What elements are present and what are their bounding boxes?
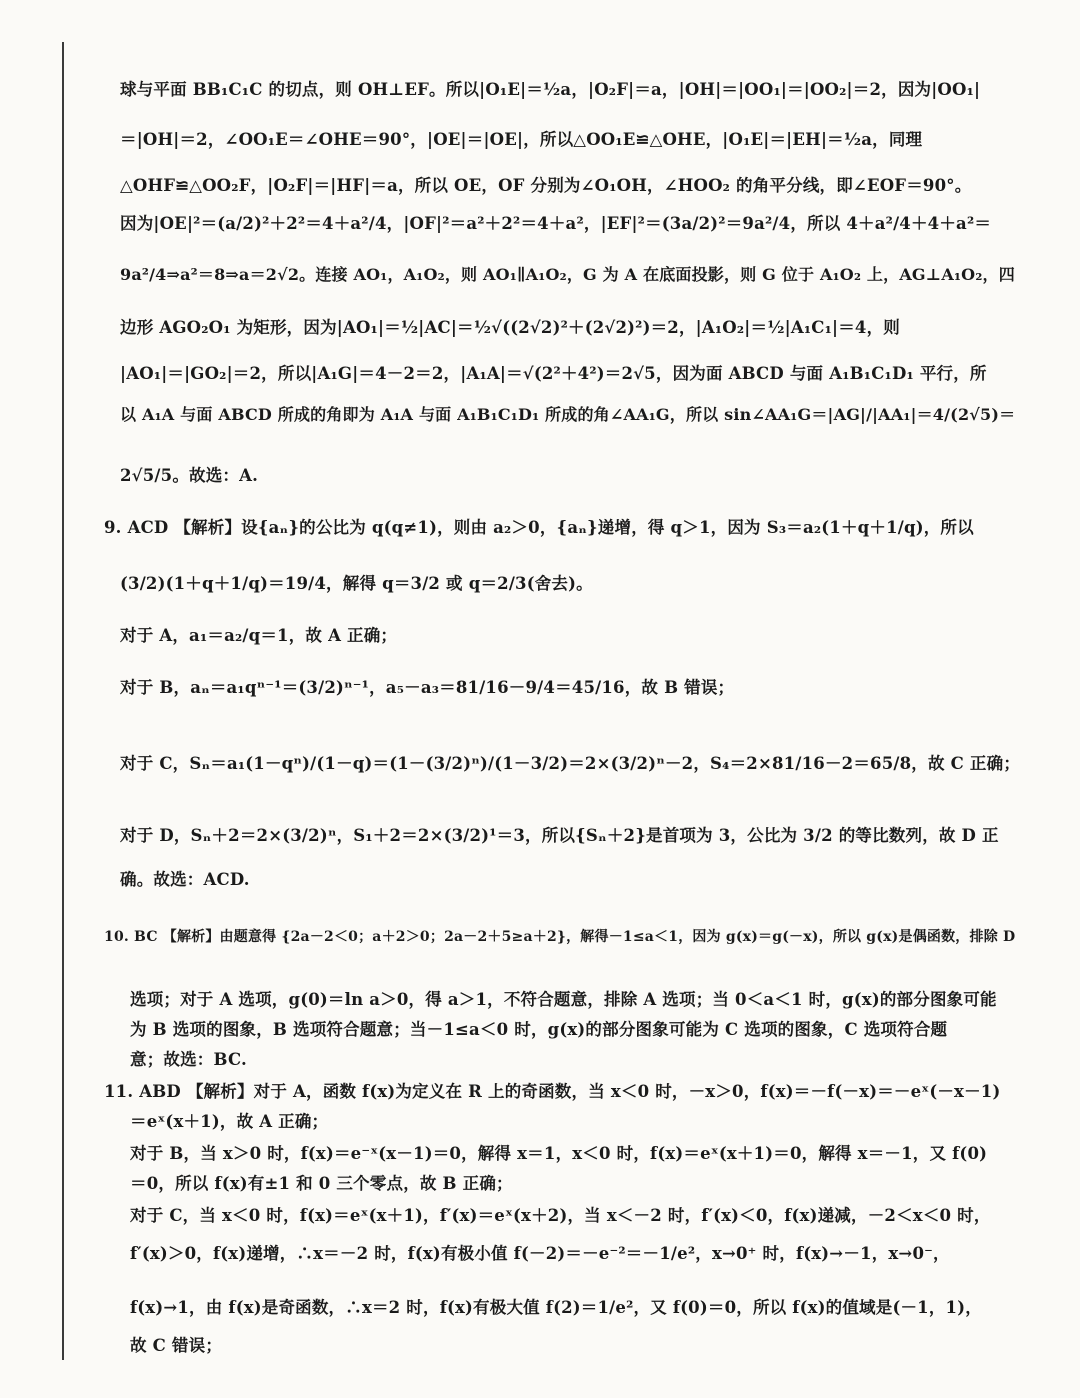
problem-10-heading: 10. BC 【解析】由题意得 {2a－2＜0；a＋2＞0；2a－2＋5≥a＋2}，解得－1≤a＜1，因为 g(x)＝g(－x)，所以 g(x)是偶函数，排除 D [104, 929, 1016, 945]
text-line: △OHF≌△OO₂F，|O₂F|＝|HF|＝a，所以 OE，OF 分别为∠O₁OH，∠HOO₂ 的角平分线，即∠EOF＝90°。 [120, 176, 972, 195]
text-line: 意；故选：BC. [130, 1050, 247, 1069]
text-line: 选项；对于 A 选项，g(0)＝ln a＞0，得 a＞1，不符合题意，排除 A 选项；当 0＜a＜1 时，g(x)的部分图象可能 [130, 990, 997, 1009]
text-line: (3/2)(1＋q＋1/q)＝19/4，解得 q＝3/2 或 q＝2/3(舍去)。 [120, 574, 593, 593]
text-line: 对于 C，Sₙ＝a₁(1－qⁿ)/(1－q)＝(1－(3/2)ⁿ)/(1－3/2)＝2×(3/2)ⁿ－2，S₄＝2×81/16－2＝65/8，故 C 正确； [120, 754, 1021, 773]
text-line: ＝|OH|＝2，∠OO₁E＝∠OHE＝90°，|OE|＝|OE|，所以△OO₁E≌△OHE，|O₁E|＝|EH|＝½a，同理 [120, 130, 923, 149]
text-line: 对于 B，当 x＞0 时，f(x)＝e⁻ˣ(x－1)＝0，解得 x＝1，x＜0 时，f(x)＝eˣ(x＋1)＝0，解得 x＝－1，又 f(0) [130, 1144, 988, 1163]
text-line: |AO₁|＝|GO₂|＝2，所以|A₁G|＝4－2＝2，|A₁A|＝√(2²＋4²)＝2√5，因为面 ABCD 与面 A₁B₁C₁D₁ 平行，所 [120, 364, 987, 383]
text-line: 边形 AGO₂O₁ 为矩形，因为|AO₁|＝½|AC|＝½√((2√2)²＋(2√2)²)＝2，|A₁O₂|＝½|A₁C₁|＝4，则 [120, 318, 900, 337]
text-line: 球与平面 BB₁C₁C 的切点，则 OH⊥EF。所以|O₁E|＝½a，|O₂F|＝a，|OH|＝|OO₁|＝|OO₂|＝2，因为|OO₁| [120, 80, 981, 99]
text-line: 确。故选：ACD. [120, 870, 250, 889]
problem-11-heading: 11. ABD 【解析】对于 A，函数 f(x)为定义在 R 上的奇函数，当 x＜0 时，－x＞0，f(x)＝－f(－x)＝－eˣ(－x－1) [104, 1082, 1001, 1101]
text-line: f(x)→1，由 f(x)是奇函数，∴x＝2 时，f(x)有极大值 f(2)＝1/e²，又 f(0)＝0，所以 f(x)的值域是(－1，1)， [130, 1298, 982, 1317]
text-line: ＝eˣ(x＋1)，故 A 正确； [130, 1112, 329, 1131]
text-line: 对于 D，Sₙ＋2＝2×(3/2)ⁿ，S₁＋2＝2×(3/2)¹＝3，所以{Sₙ＋2}是首项为 3，公比为 3/2 的等比数列，故 D 正 [120, 826, 999, 845]
text-line: 因为|OE|²＝(a/2)²＋2²＝4＋a²/4，|OF|²＝a²＋2²＝4＋a²，|EF|²＝(3a/2)²＝9a²/4，所以 4＋a²/4＋4＋a²＝ [120, 214, 992, 233]
text-line: f′(x)＞0，f(x)递增，∴x＝－2 时，f(x)有极小值 f(－2)＝－e⁻²＝－1/e²，x→0⁺ 时，f(x)→－1，x→0⁻， [130, 1244, 950, 1263]
text-line: ＝0，所以 f(x)有±1 和 0 三个零点，故 B 正确； [130, 1174, 513, 1193]
text-line: 对于 B，aₙ＝a₁qⁿ⁻¹＝(3/2)ⁿ⁻¹，a₅－a₃＝81/16－9/4＝45/16，故 B 错误； [120, 678, 735, 697]
text-line: 9a²/4⇒a²＝8⇒a＝2√2。连接 AO₁，A₁O₂，则 AO₁∥A₁O₂，G 为 A 在底面投影，则 G 位于 A₁O₂ 上，AG⊥A₁O₂，四 [120, 265, 1015, 284]
text-line: 对于 C，当 x＜0 时，f(x)＝eˣ(x＋1)，f′(x)＝eˣ(x＋2)，当 x＜－2 时，f′(x)＜0，f(x)递减，－2＜x＜0 时， [130, 1206, 991, 1225]
problem-9-heading: 9. ACD 【解析】设{aₙ}的公比为 q(q≠1)，则由 a₂＞0，{aₙ}递增，得 q＞1，因为 S₃＝a₂(1＋q＋1/q)，所以 [104, 518, 974, 537]
text-line: 以 A₁A 与面 ABCD 所成的角即为 A₁A 与面 A₁B₁C₁D₁ 所成的角∠AA₁G，所以 sin∠AA₁G＝|AG|/|AA₁|＝4/(2√5)＝ [120, 405, 1016, 424]
text-line: 对于 A，a₁＝a₂/q＝1，故 A 正确； [120, 626, 398, 645]
text-line: 2√5/5。故选：A. [120, 466, 259, 485]
text-line: 故 C 错误； [130, 1336, 223, 1355]
text-line: 为 B 选项的图象，B 选项符合题意；当－1≤a＜0 时，g(x)的部分图象可能为 C 选项的图象，C 选项符合题 [130, 1020, 948, 1039]
